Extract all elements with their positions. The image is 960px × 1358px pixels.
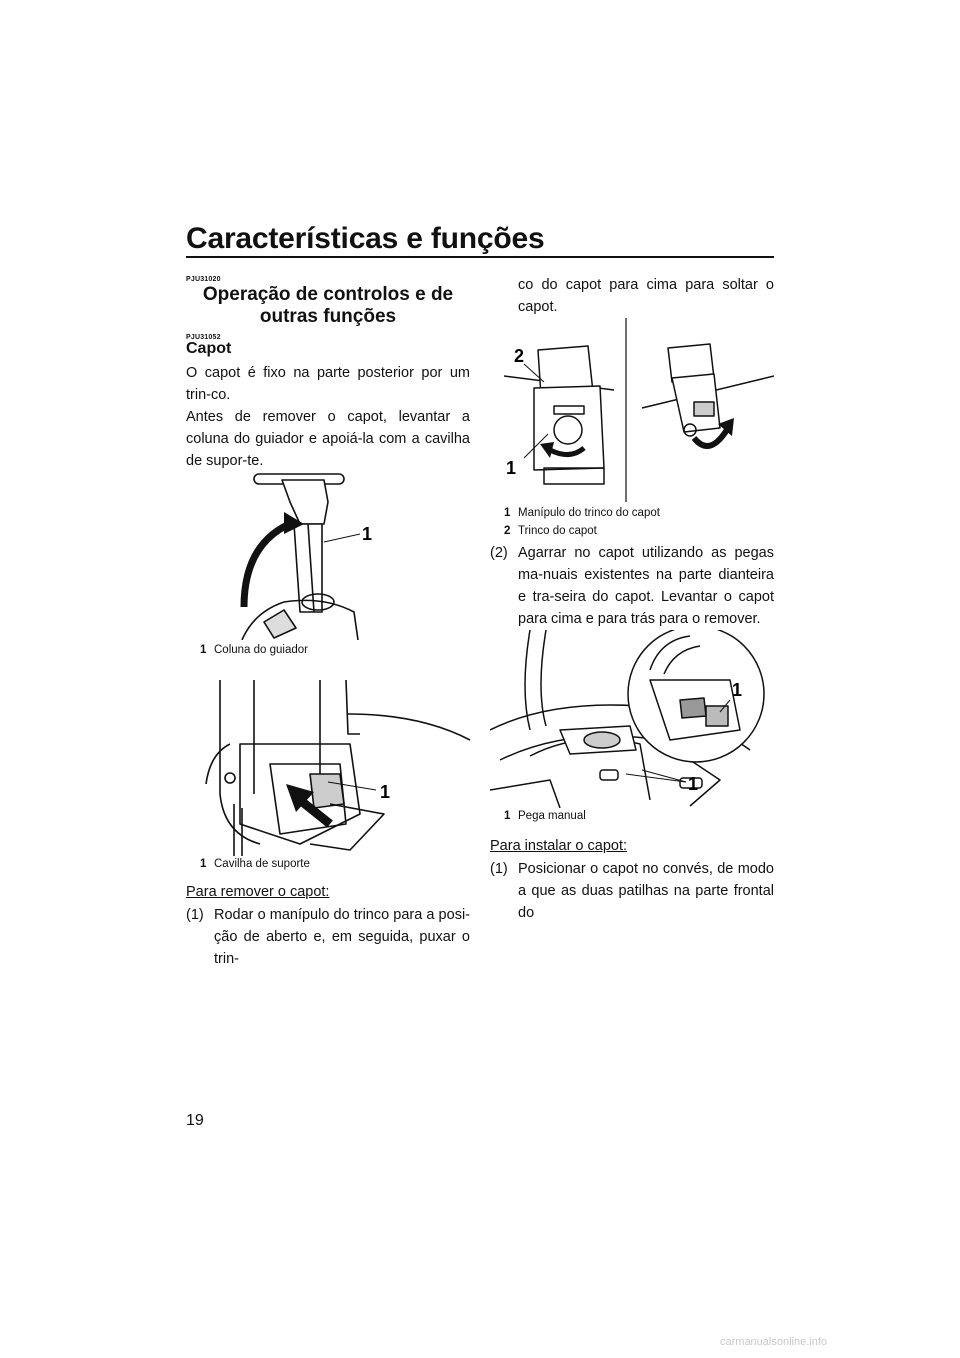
caption-text: Manípulo do trinco do capot (518, 507, 660, 519)
caption-number: 1 (200, 858, 207, 870)
figure-caption (504, 504, 660, 522)
caption-number: 1 (504, 810, 511, 822)
section-title-line2: outras funções (259, 306, 397, 327)
callout-label: 1 (362, 524, 373, 544)
step-item (490, 542, 774, 630)
doc-code: PJU31020 (186, 276, 221, 283)
figure-hand-grip (490, 630, 772, 808)
header-rule (186, 256, 774, 258)
paragraph: Antes de remover o capot, levantar a coluna do guiador e apoiá-la com a cavilha de supor-te. (186, 409, 470, 469)
callout-label: 1 (688, 774, 699, 794)
figure-caption (504, 522, 660, 540)
step-number: (2) (490, 545, 508, 561)
caption-text: Coluna do guiador (214, 644, 308, 656)
doc-code: PJU31052 (186, 334, 221, 341)
watermark: carmanualsonline.info (720, 1336, 828, 1348)
step-number: (1) (490, 861, 508, 877)
figure-caption (504, 810, 586, 822)
step-text: Posicionar o capot no convés, de modo a que as duas patilhas na parte frontal do (518, 861, 774, 921)
page-number: 19 (186, 1112, 204, 1129)
figure-caption-list (504, 504, 660, 540)
section-title (186, 284, 470, 328)
paragraph: O capot é fixo na parte posterior por um trin-co. (186, 365, 470, 403)
caption-number: 2 (504, 525, 511, 537)
caption-text: Pega manual (518, 810, 586, 822)
subsection-title: Capot (186, 340, 232, 357)
callout-label: 1 (732, 680, 743, 700)
figure-handlebar-column (224, 462, 404, 640)
continued-step-text: co do capot para cima para soltar o capot. (518, 277, 774, 315)
callout-label: 1 (380, 782, 391, 802)
caption-number: 1 (504, 507, 511, 519)
caption-text: Trinco do capot (518, 525, 597, 537)
step-item (490, 858, 774, 924)
remove-procedure-heading: Para remover o capot: (186, 884, 330, 900)
install-procedure-heading: Para instalar o capot: (490, 838, 628, 854)
step-item (186, 904, 470, 970)
figure-support-pin (200, 674, 472, 856)
figure-hood-latch (504, 318, 774, 502)
page-header-title: Características e funções (186, 222, 545, 255)
callout-label: 2 (514, 346, 525, 366)
step-number: (1) (186, 907, 204, 923)
figure-caption (200, 644, 308, 656)
callout-label: 1 (506, 458, 517, 478)
step-text: Agarrar no capot utilizando as pegas ma-nuais existentes na parte dianteira e tra-seira do capot. Levantar o capot para cima e para trás para o remover. (518, 545, 774, 627)
caption-number: 1 (200, 644, 207, 656)
figure-caption (200, 858, 310, 870)
step-text: Rodar o manípulo do trinco para a posi-ção de aberto e, em seguida, puxar o trin- (214, 907, 470, 967)
caption-text: Cavilha de suporte (214, 858, 310, 870)
section-title-line1: Operação de controlos e de (202, 284, 454, 305)
